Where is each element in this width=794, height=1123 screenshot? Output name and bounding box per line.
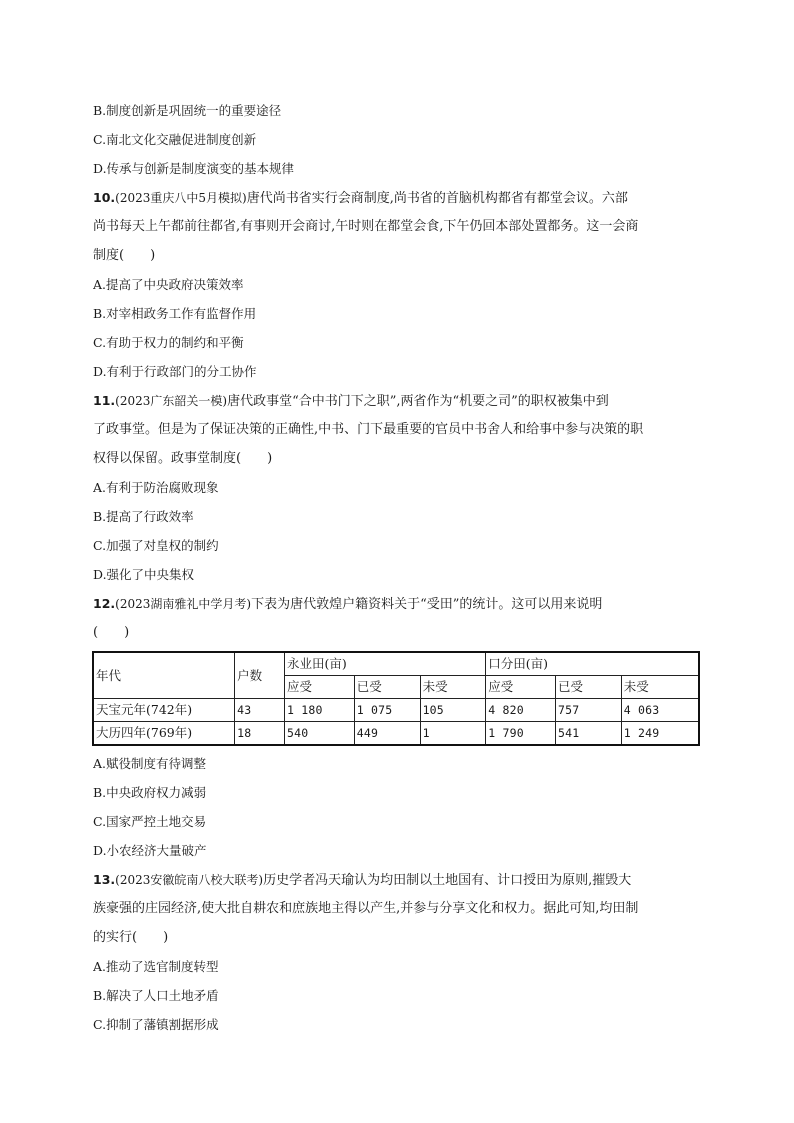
cell-value: 1 249 bbox=[621, 722, 699, 746]
question-9-options bbox=[93, 96, 703, 183]
cell-year: 大历四年(769年) bbox=[93, 722, 235, 746]
question-stem-line bbox=[93, 865, 703, 894]
table-row bbox=[93, 722, 699, 746]
option-b: B.对宰相政务工作有监督作用 bbox=[93, 306, 257, 321]
option-c: C.加强了对皇权的制约 bbox=[93, 538, 219, 553]
question-stem-line bbox=[93, 183, 703, 212]
option-d: D.强化了中央集权 bbox=[93, 567, 195, 582]
cell-value: 4 820 bbox=[486, 699, 556, 722]
option-b: B.中央政府权力减弱 bbox=[93, 785, 207, 800]
cell-year: 天宝元年(742年) bbox=[93, 699, 235, 722]
subheader-not-received: 未受 bbox=[420, 676, 486, 699]
question-10 bbox=[93, 183, 703, 386]
question-number: 10. bbox=[93, 190, 116, 205]
table-row bbox=[93, 699, 699, 722]
question-stem-line: 的实行( ) bbox=[93, 930, 169, 945]
header-households: 户数 bbox=[235, 652, 285, 699]
cell-households: 43 bbox=[235, 699, 285, 722]
option-c: C.有助于权力的制约和平衡 bbox=[93, 335, 244, 350]
subheader-not-received: 未受 bbox=[621, 676, 699, 699]
cell-value: 105 bbox=[420, 699, 486, 722]
land-allocation-table bbox=[92, 651, 700, 746]
option-b: B.提高了行政效率 bbox=[93, 509, 194, 524]
option-a: A.有利于防治腐败现象 bbox=[93, 480, 219, 495]
option-d: D.传承与创新是制度演变的基本规律 bbox=[93, 161, 295, 176]
question-number: 12. bbox=[93, 596, 116, 611]
header-year: 年代 bbox=[93, 652, 235, 699]
option-a: A.提高了中央政府决策效率 bbox=[93, 277, 244, 292]
question-stem-line bbox=[93, 386, 703, 415]
cell-value: 1 790 bbox=[486, 722, 556, 746]
cell-households: 18 bbox=[235, 722, 285, 746]
option-b: B.制度创新是巩固统一的重要途径 bbox=[93, 103, 282, 118]
question-source: (2023安徽皖南八校大联考) bbox=[115, 873, 264, 887]
cell-value: 449 bbox=[354, 722, 420, 746]
question-source: (2023湖南雅礼中学月考) bbox=[115, 597, 252, 611]
cell-value: 541 bbox=[556, 722, 622, 746]
subheader-received: 已受 bbox=[556, 676, 622, 699]
cell-value: 1 180 bbox=[285, 699, 355, 722]
question-number: 11. bbox=[93, 393, 116, 408]
table-header-row bbox=[93, 652, 699, 676]
header-permanent-land: 永业田(亩) bbox=[285, 652, 486, 676]
option-c: C.抑制了藩镇割据形成 bbox=[93, 1017, 219, 1032]
cell-value: 1 bbox=[420, 722, 486, 746]
question-text: 唐代尚书省实行会商制度,尚书省的首脑机构都省有都堂会议。六部 bbox=[246, 191, 628, 206]
question-number: 13. bbox=[93, 872, 116, 887]
option-b: B.解决了人口土地矛盾 bbox=[93, 988, 219, 1003]
question-text: 下表为唐代敦煌户籍资料关于“受田”的统计。这可以用来说明 bbox=[251, 597, 603, 612]
question-text: 唐代政事堂“合中书门下之职”,两省作为“机要之司”的职权被集中到 bbox=[227, 394, 609, 409]
question-source: (2023广东韶关一模) bbox=[115, 394, 228, 408]
question-text: 历史学者冯天瑜认为均田制以土地国有、计口授田为原则,摧毁大 bbox=[263, 873, 632, 888]
subheader-received: 已受 bbox=[354, 676, 420, 699]
question-stem-line: 制度( ) bbox=[93, 248, 156, 263]
question-source: (2023重庆八中5月模拟) bbox=[115, 191, 247, 205]
option-d: D.小农经济大量破产 bbox=[93, 843, 207, 858]
question-stem-line: 了政事堂。但是为了保证决策的正确性,中书、门下最重要的官员中书舍人和给事中参与决策的职 bbox=[93, 422, 644, 437]
cell-value: 1 075 bbox=[354, 699, 420, 722]
option-a: A.推动了选官制度转型 bbox=[93, 959, 219, 974]
question-stem-line bbox=[93, 589, 703, 618]
question-13 bbox=[93, 865, 703, 1039]
header-personal-share-land: 口分田(亩) bbox=[486, 652, 699, 676]
subheader-entitled: 应受 bbox=[486, 676, 556, 699]
option-d: D.有利于行政部门的分工协作 bbox=[93, 364, 257, 379]
document-page bbox=[93, 96, 703, 1039]
question-12 bbox=[93, 589, 703, 865]
cell-value: 4 063 bbox=[621, 699, 699, 722]
option-a: A.赋役制度有待调整 bbox=[93, 756, 207, 771]
question-stem-line: ( ) bbox=[93, 625, 130, 640]
question-stem-line: 权得以保留。政事堂制度( ) bbox=[93, 451, 273, 466]
cell-value: 757 bbox=[556, 699, 622, 722]
subheader-entitled: 应受 bbox=[285, 676, 355, 699]
question-stem-line: 尚书每天上午都前往都省,有事则开会商讨,午时则在都堂会食,下午仍回本部处置都务。这一会商 bbox=[93, 219, 639, 234]
question-11 bbox=[93, 386, 703, 589]
question-stem-line: 族豪强的庄园经济,使大批自耕农和庶族地主得以产生,并参与分享文化和权力。据此可知,均田制 bbox=[93, 901, 639, 916]
option-c: C.国家严控土地交易 bbox=[93, 814, 207, 829]
cell-value: 540 bbox=[285, 722, 355, 746]
option-c: C.南北文化交融促进制度创新 bbox=[93, 132, 257, 147]
